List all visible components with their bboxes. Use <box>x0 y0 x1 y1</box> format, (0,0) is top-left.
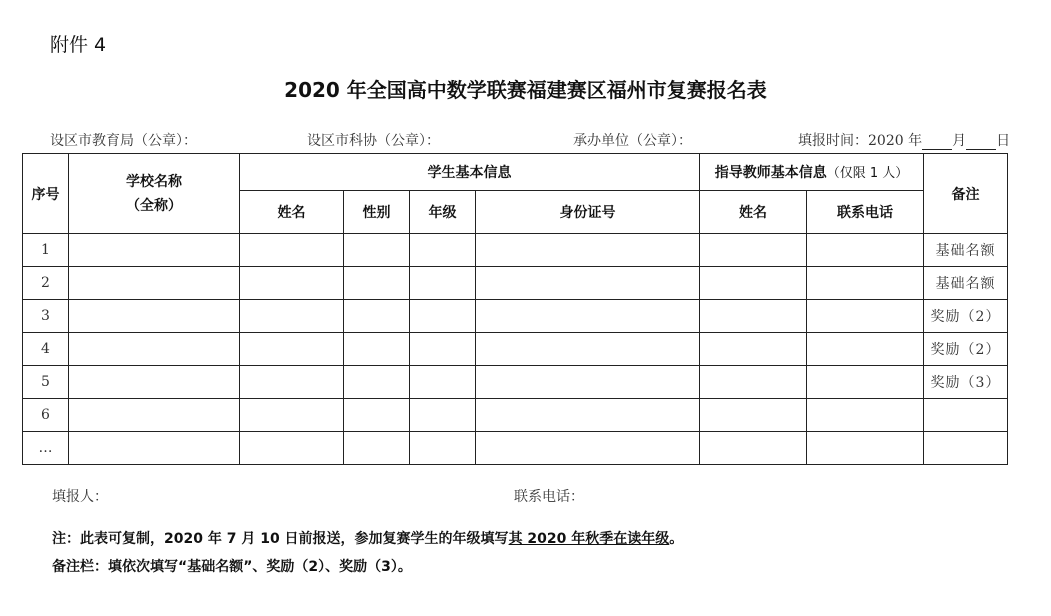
school-cell[interactable] <box>69 333 240 366</box>
id-number-cell[interactable] <box>476 399 700 432</box>
note-line-1-underlined: 其 2020 年秋季在读年级 <box>508 531 670 547</box>
gender-cell[interactable] <box>344 267 410 300</box>
row-seq: 3 <box>23 300 69 333</box>
phone-cell[interactable] <box>807 399 924 432</box>
header-teacher-name: 姓名 <box>700 191 807 234</box>
student-name-cell[interactable] <box>240 300 344 333</box>
id-number-cell[interactable] <box>476 300 700 333</box>
row-remark: 基础名额 <box>924 267 1008 300</box>
registration-table <box>22 153 1008 465</box>
student-name-cell[interactable] <box>240 399 344 432</box>
contact-phone-label: 联系电话： <box>514 489 584 505</box>
id-number-cell[interactable] <box>476 333 700 366</box>
school-cell[interactable] <box>69 267 240 300</box>
month-blank <box>922 135 952 150</box>
organizer-seal-label: 承办单位（公章）： <box>573 133 692 149</box>
grade-cell[interactable] <box>410 234 476 267</box>
teacher-name-cell[interactable] <box>700 300 807 333</box>
gender-cell[interactable] <box>344 333 410 366</box>
teacher-name-cell[interactable] <box>700 234 807 267</box>
header-school-line2: （全称） <box>126 197 182 214</box>
phone-cell[interactable] <box>807 432 924 465</box>
row-remark <box>924 432 1008 465</box>
row-seq: 5 <box>23 366 69 399</box>
grade-cell[interactable] <box>410 300 476 333</box>
grade-cell[interactable] <box>410 267 476 300</box>
student-name-cell[interactable] <box>240 333 344 366</box>
table-row <box>23 234 1008 267</box>
row-seq: 1 <box>23 234 69 267</box>
table-row <box>23 333 1008 366</box>
phone-cell[interactable] <box>807 267 924 300</box>
table-row <box>23 366 1008 399</box>
teacher-name-cell[interactable] <box>700 333 807 366</box>
teacher-name-cell[interactable] <box>700 366 807 399</box>
row-remark <box>924 399 1008 432</box>
teacher-name-cell[interactable] <box>700 267 807 300</box>
school-cell[interactable] <box>69 234 240 267</box>
header-gender: 性别 <box>344 191 410 234</box>
header-student-group: 学生基本信息 <box>240 154 700 191</box>
day-blank <box>966 135 996 150</box>
phone-cell[interactable] <box>807 300 924 333</box>
student-name-cell[interactable] <box>240 432 344 465</box>
gender-cell[interactable] <box>344 366 410 399</box>
school-cell[interactable] <box>69 300 240 333</box>
student-name-cell[interactable] <box>240 366 344 399</box>
id-number-cell[interactable] <box>476 234 700 267</box>
teacher-name-cell[interactable] <box>700 432 807 465</box>
grade-cell[interactable] <box>410 333 476 366</box>
header-school-line1: 学校名称 <box>126 173 182 190</box>
note-line-1-end: 。 <box>669 531 684 547</box>
header-id-number: 身份证号 <box>476 191 700 234</box>
header-seq: 序号 <box>23 154 69 234</box>
day-label: 日 <box>996 133 1011 149</box>
gender-cell[interactable] <box>344 300 410 333</box>
header-teacher-group-label: 指导教师基本信息 <box>714 165 827 181</box>
note-line-1 <box>52 528 683 548</box>
table-row <box>23 267 1008 300</box>
header-school <box>69 154 240 234</box>
table-row <box>23 432 1008 465</box>
note-line-1-text: 注：此表可复制，2020 年 7 月 10 日前报送，参加复赛学生的年级填写 <box>52 531 509 547</box>
fill-date-prefix: 填报时间：2020 年 <box>798 133 923 149</box>
row-remark: 奖励（2） <box>924 300 1008 333</box>
fill-date <box>798 130 1010 150</box>
grade-cell[interactable] <box>410 399 476 432</box>
student-name-cell[interactable] <box>240 234 344 267</box>
phone-cell[interactable] <box>807 333 924 366</box>
row-seq: 2 <box>23 267 69 300</box>
gender-cell[interactable] <box>344 399 410 432</box>
phone-cell[interactable] <box>807 366 924 399</box>
school-cell[interactable] <box>69 366 240 399</box>
note-line-2: 备注栏：填依次填写“基础名额”、奖励（2）、奖励（3）。 <box>52 559 412 575</box>
grade-cell[interactable] <box>410 366 476 399</box>
gender-cell[interactable] <box>344 432 410 465</box>
table-row <box>23 399 1008 432</box>
school-cell[interactable] <box>69 432 240 465</box>
header-teacher-note: （仅限 1 人） <box>826 166 909 181</box>
header-student-name: 姓名 <box>240 191 344 234</box>
row-remark: 奖励（2） <box>924 333 1008 366</box>
row-seq: 4 <box>23 333 69 366</box>
row-remark: 基础名额 <box>924 234 1008 267</box>
row-seq: 6 <box>23 399 69 432</box>
edu-bureau-seal-label: 设区市教育局（公章）： <box>50 133 197 149</box>
row-remark: 奖励（3） <box>924 366 1008 399</box>
row-seq: … <box>23 432 69 465</box>
grade-cell[interactable] <box>410 432 476 465</box>
header-remark: 备注 <box>924 154 1008 234</box>
header-phone: 联系电话 <box>807 191 924 234</box>
form-title: 2020 年全国高中数学联赛福建赛区福州市复赛报名表 <box>284 78 767 102</box>
id-number-cell[interactable] <box>476 432 700 465</box>
id-number-cell[interactable] <box>476 366 700 399</box>
header-teacher-group <box>700 154 924 191</box>
header-grade: 年级 <box>410 191 476 234</box>
school-cell[interactable] <box>69 399 240 432</box>
attachment-label: 附件 4 <box>50 34 107 56</box>
id-number-cell[interactable] <box>476 267 700 300</box>
phone-cell[interactable] <box>807 234 924 267</box>
month-label: 月 <box>952 133 967 149</box>
table-row <box>23 300 1008 333</box>
filler-label: 填报人： <box>52 489 108 505</box>
sci-assoc-seal-label: 设区市科协（公章）： <box>307 133 440 149</box>
student-name-cell[interactable] <box>240 267 344 300</box>
gender-cell[interactable] <box>344 234 410 267</box>
teacher-name-cell[interactable] <box>700 399 807 432</box>
